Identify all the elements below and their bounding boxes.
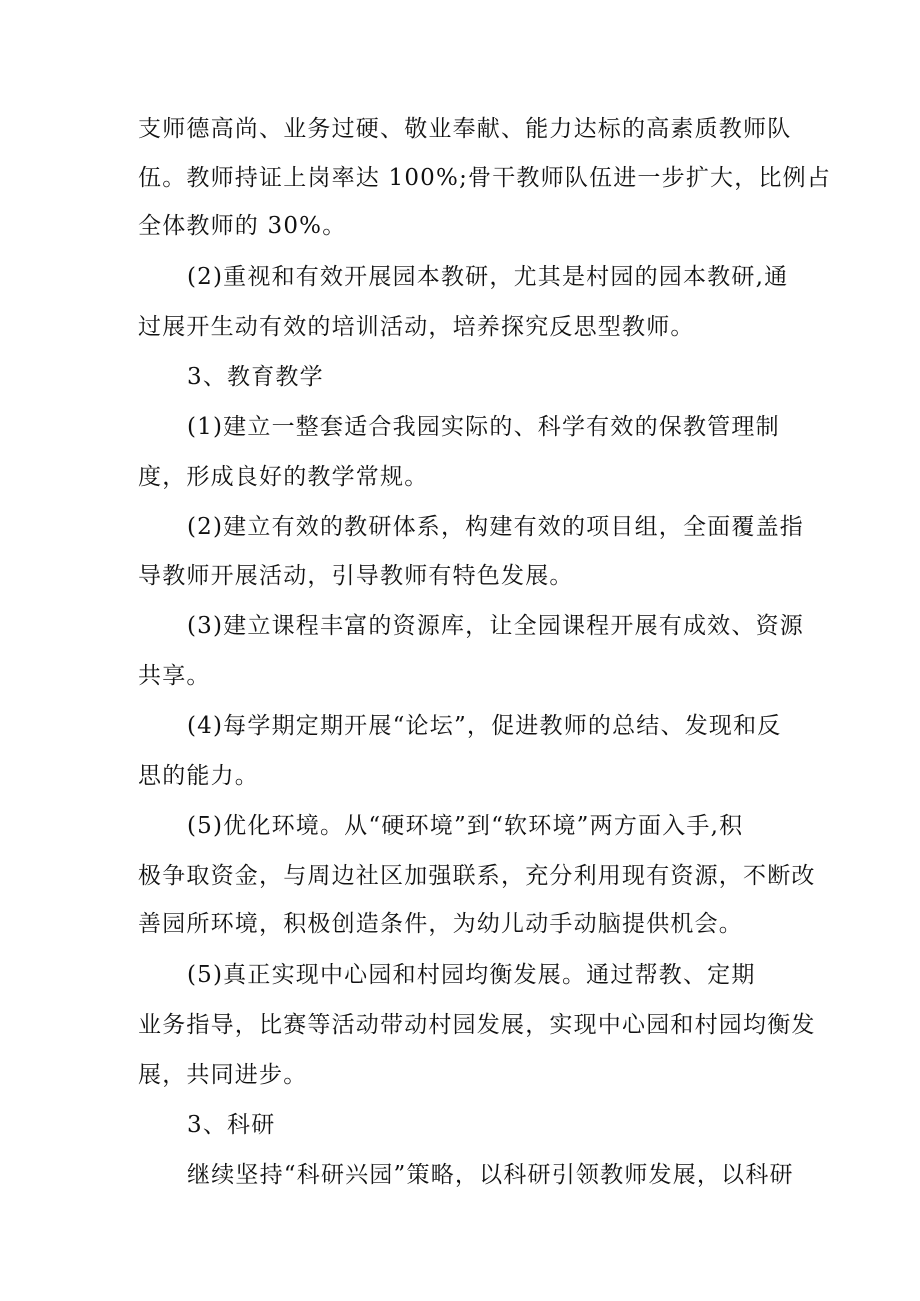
paragraph-start-line: (1)建立一整套适合我园实际的、科学有效的保教管理制 (187, 414, 780, 440)
text-line: 极争取资金，与周边社区加强联系，充分利用现有资源，不断改 (138, 863, 816, 889)
text-line: 业务指导，比赛等活动带动村园发展，实现中心园和村园均衡发 (138, 1012, 816, 1038)
paragraph-start-line: 继续坚持“科研兴园”策略，以科研引领教师发展，以科研 (187, 1162, 794, 1188)
text-line: 导教师开展活动，引导教师有特色发展。 (138, 563, 574, 589)
text-line: 支师德高尚、业务过硬、敬业奉献、能力达标的高素质教师队 (138, 116, 792, 142)
paragraph-start-line: (2)重视和有效开展园本教研，尤其是村园的园本教研,通 (187, 264, 789, 290)
paragraph-start-line: (4)每学期定期开展“论坛”，促进教师的总结、发现和反 (187, 713, 782, 739)
paragraph-start-line: (5)真正实现中心园和村园均衡发展。通过帮教、定期 (187, 962, 756, 988)
text-line: 共享。 (138, 663, 211, 689)
section-heading: 3、教育教学 (187, 364, 324, 390)
text-line: 全体教师的 30%。 (138, 213, 347, 239)
text-line: 过展开生动有效的培训活动，培养探究反思型教师。 (138, 314, 695, 340)
text-line: 度，形成良好的教学常规。 (138, 464, 429, 490)
paragraph-start-line: (3)建立课程丰富的资源库，让全园课程开展有成效、资源 (187, 613, 804, 639)
paragraph-start-line: (2)建立有效的教研体系，构建有效的项目组，全面覆盖指 (187, 514, 804, 540)
section-heading: 3、科研 (187, 1112, 276, 1138)
text-line: 善园所环境，积极创造条件，为幼儿动手动脑提供机会。 (138, 911, 743, 937)
text-line: 展，共同进步。 (138, 1062, 308, 1088)
paragraph-start-line: (5)优化环境。从“硬环境”到“软环境”两方面入手,积 (187, 813, 744, 839)
text-line: 思的能力。 (138, 763, 259, 789)
text-line: 伍。教师持证上岗率达 100%;骨干教师队伍进一步扩大，比例占 (138, 165, 832, 191)
